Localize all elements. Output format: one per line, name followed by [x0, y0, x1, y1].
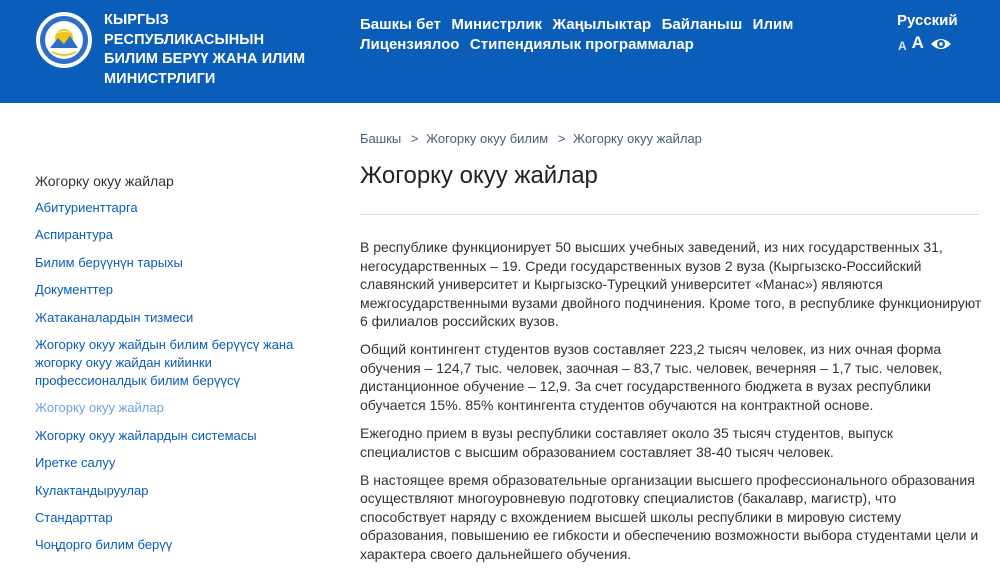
- sidebar-item-dormitories[interactable]: Жатаканалардын тизмеси: [35, 309, 194, 325]
- site-header: [0, 0, 1000, 103]
- nav-news[interactable]: Жаңылыктар: [552, 16, 652, 33]
- font-small-button[interactable]: A: [898, 39, 907, 53]
- language-switcher[interactable]: Русский: [897, 12, 958, 29]
- sidebar-item-universities[interactable]: Жогорку окуу жайлар: [35, 400, 164, 416]
- sidebar-heading: Жогорку окуу жайлар: [35, 173, 174, 189]
- nav-licensing[interactable]: Лицензиялоо: [360, 36, 460, 53]
- sidebar-item-education-history[interactable]: Билим берүүнүн тарыхы: [35, 254, 183, 270]
- sidebar-item-adult-education[interactable]: Чоңдорго билим берүү: [35, 537, 173, 553]
- breadcrumb-separator: >: [557, 131, 566, 146]
- ministry-name-line: БИЛИМ БЕРҮҮ ЖАНА ИЛИМ: [104, 51, 306, 67]
- nav-science[interactable]: Илим: [752, 16, 794, 33]
- sidebar-item-applicants[interactable]: Абитуриенттарга: [35, 200, 138, 215]
- font-large-button[interactable]: A: [911, 33, 924, 52]
- sidebar-item-postgraduate[interactable]: Аспирантура: [35, 227, 114, 243]
- main-nav: [360, 15, 830, 55]
- breadcrumb-home[interactable]: Башкы: [360, 131, 402, 146]
- sidebar-item-postgraduate-professional[interactable]: Жогорку окуу жайдын билим берүүсү жана жогорку окуу жайдан кийинки профессионалдык билим берүүсү: [35, 336, 294, 388]
- sidebar-item-university-system[interactable]: Жогорку окуу жайлардын системасы: [35, 427, 257, 443]
- ministry-name-line: КЫРГЫЗ: [104, 12, 169, 28]
- ministry-name[interactable]: [104, 11, 334, 89]
- accessibility-controls: [898, 35, 952, 53]
- article-paragraph: Ежегодно прием в вузы республики составляет около 35 тысяч студентов, выпуск специалистов с высшим образованием составляет 38-40 тысяч человек.: [360, 425, 894, 460]
- nav-home[interactable]: Башкы бет: [360, 16, 441, 33]
- article-paragraph: В республике функционирует 50 высших учебных заведений, из них государственных 31, негосударственных – 19. Среди государственных вузов 2 вуза (Кыргызско-Российский славянский университет и Кыргызско-Турецкий университет «Манас») являются межгосударственными вузами двойного подчинения. Кроме того, в республике функционируют 6 филиалов российских вузов.: [360, 239, 982, 329]
- sidebar-item-documents[interactable]: Документтер: [35, 282, 113, 298]
- title-divider: [360, 214, 979, 215]
- nav-contacts[interactable]: Байланыш: [661, 16, 743, 33]
- breadcrumb-separator: >: [410, 131, 419, 146]
- breadcrumb-higher-education[interactable]: Жогорку окуу билим: [426, 131, 549, 146]
- sidebar-item-announcements[interactable]: Кулактандыруулар: [35, 482, 149, 498]
- article-paragraph: Общий контингент студентов вузов составляет 223,2 тысяч человек, из них очная форма обучения – 124,7 тыс. человек, заочная – 83,7 тыс. человек, вечерняя – 1,7 тыс. человек, дистанционное обучение – 12,9. За счет государственного бюджета в вузах республики обучается 15%. 85% контингента студентов обучаются на контрактной основе.: [360, 341, 943, 413]
- nav-ministry[interactable]: Министрлик: [451, 16, 543, 33]
- sidebar-item-regulation[interactable]: Иретке салуу: [35, 455, 116, 471]
- sidebar-item-standards[interactable]: Стандарттар: [35, 509, 113, 525]
- coat-of-arms-logo[interactable]: [36, 12, 92, 68]
- breadcrumb-current: Жогорку окуу жайлар: [573, 131, 702, 146]
- page-title: Жогорку окуу жайлар: [360, 162, 598, 189]
- sidebar-menu: [35, 172, 315, 564]
- breadcrumb: [360, 131, 702, 146]
- ministry-name-line: МИНИСТРЛИГИ: [104, 70, 216, 87]
- nav-scholarships[interactable]: Стипендиялык программалар: [469, 36, 694, 53]
- article-body: [360, 238, 982, 573]
- ministry-name-line: РЕСПУБЛИКАСЫНЫН: [104, 31, 265, 48]
- article-paragraph: В настоящее время образовательные организации высшего профессионального образования осуществляют многоуровневую подготовку специалистов (бакалавр, магистр), что способствует наряду с вхождением высшей школы республики в мировую систему образования, повышению ее гибкости и обеспечению возможности выбора студентами цели и характера своего дальнейшего обучения.: [360, 471, 979, 562]
- eye-icon[interactable]: [930, 37, 952, 51]
